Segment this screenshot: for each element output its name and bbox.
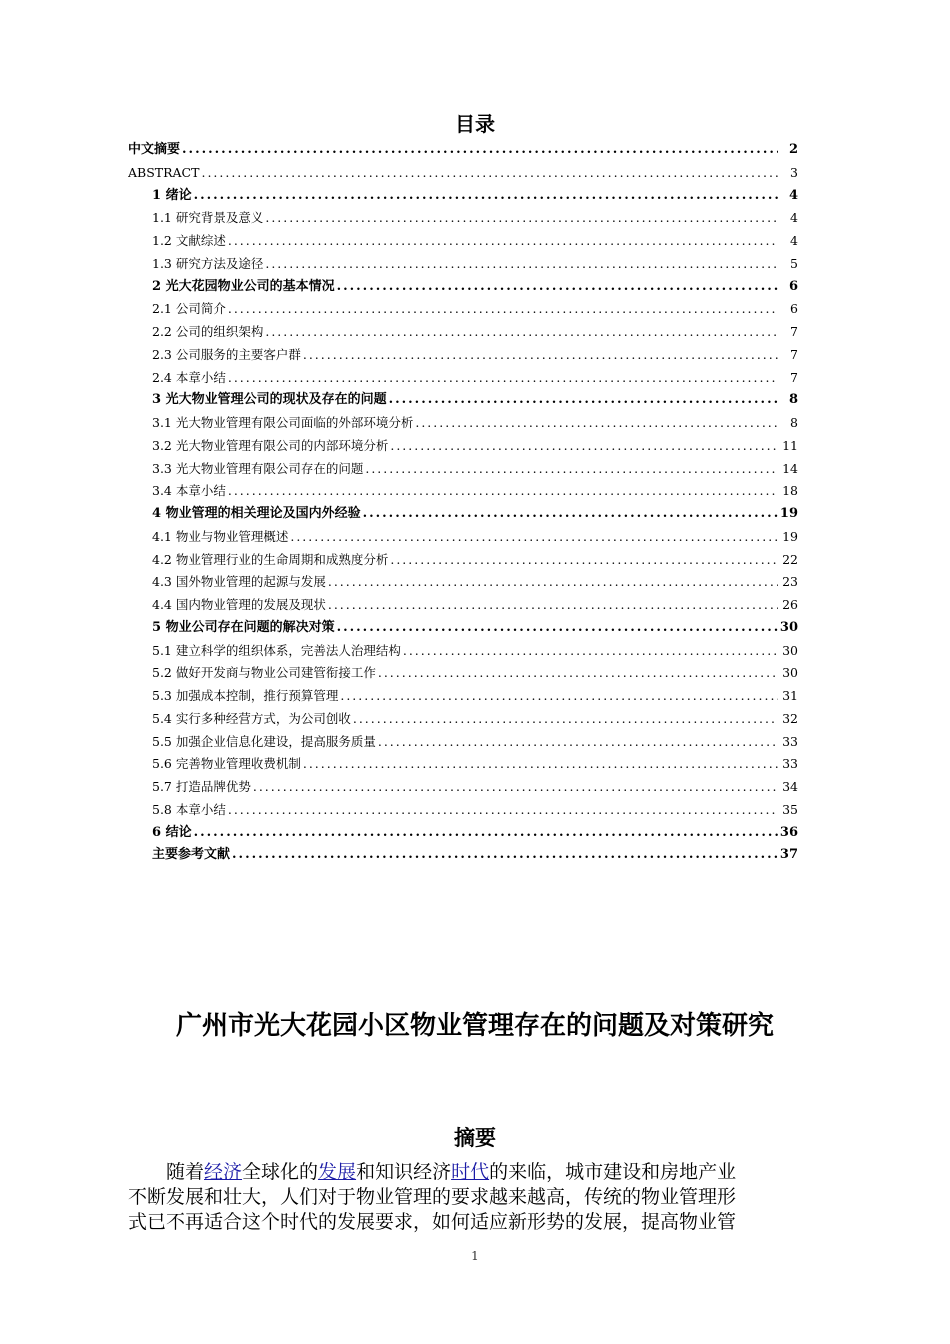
toc-leader-dots xyxy=(228,370,778,386)
toc-entry-label: 2.3 公司服务的主要客户群 xyxy=(152,346,301,362)
toc-entry-page: 5 xyxy=(790,255,798,271)
toc-entry[interactable] xyxy=(152,250,798,272)
toc-entry-page: 30 xyxy=(782,665,798,681)
toc-leader-dots xyxy=(228,483,778,499)
abstract-text: 随着 xyxy=(166,1161,205,1183)
toc-entry[interactable] xyxy=(152,568,798,590)
toc-leader-dots xyxy=(290,529,778,545)
toc-entry[interactable] xyxy=(152,841,798,863)
toc-leader-dots xyxy=(182,142,778,158)
toc-entry-page: 8 xyxy=(790,415,798,430)
toc-entry-page: 6 xyxy=(788,278,798,294)
toc-entry-page: 26 xyxy=(782,597,798,612)
toc-leader-dots xyxy=(403,643,778,659)
link-era[interactable]: 时代 xyxy=(451,1161,490,1183)
toc-entry-page: 33 xyxy=(782,733,798,749)
toc-entry-label: 2.4 本章小结 xyxy=(152,369,226,385)
link-economy[interactable]: 经济 xyxy=(204,1161,243,1183)
toc-entry[interactable] xyxy=(152,637,798,659)
toc-entry-label: 5.4 实行多种经营方式，为公司创收 xyxy=(152,710,351,726)
toc-entry-page: 36 xyxy=(779,824,798,840)
toc-entry-label: 6 结论 xyxy=(152,824,192,840)
toc-entry[interactable] xyxy=(152,204,798,226)
toc-leader-dots xyxy=(194,188,778,204)
toc-entry-label: 4.4 国内物业管理的发展及现状 xyxy=(152,597,326,612)
toc-entry-label: 4.3 国外物业管理的起源与发展 xyxy=(152,574,326,590)
toc-leader-dots xyxy=(340,688,778,704)
toc-title: 目录 xyxy=(455,112,495,136)
toc-entry[interactable] xyxy=(152,750,798,772)
abstract-line-2: 不断发展和壮大，人们对于物业管理的要求越来越高，传统的物业管理形 xyxy=(128,1186,737,1208)
toc-entry-page: 33 xyxy=(782,756,798,772)
toc-entry[interactable] xyxy=(152,523,798,545)
toc-entry-page: 19 xyxy=(779,506,798,521)
toc-entry-label: 5.2 做好开发商与物业公司建管衔接工作 xyxy=(152,665,376,681)
toc-entry[interactable] xyxy=(152,455,798,477)
toc-entry-page: 6 xyxy=(790,301,798,317)
toc-entry-page: 4 xyxy=(790,210,798,226)
toc-entry[interactable] xyxy=(152,819,798,841)
toc-entry[interactable] xyxy=(128,136,798,158)
toc-leader-dots xyxy=(337,279,778,295)
toc-entry[interactable] xyxy=(152,614,798,636)
abstract-text: 的来临，城市建设和房地产业 xyxy=(489,1161,737,1183)
toc-entry-label: 3.3 光大物业管理有限公司存在的问题 xyxy=(152,460,364,476)
toc-entry[interactable] xyxy=(152,227,798,249)
toc-entry[interactable] xyxy=(152,705,798,727)
toc-leader-dots xyxy=(415,415,778,431)
toc-entry-label: 5.8 本章小结 xyxy=(152,801,226,817)
toc-leader-dots xyxy=(353,711,778,727)
toc-entry-page: 14 xyxy=(782,460,798,476)
toc-entry[interactable] xyxy=(152,364,798,386)
toc-leader-dots xyxy=(228,802,778,818)
toc-entry-label: 4 物业管理的相关理论及国内外经验 xyxy=(152,506,361,521)
toc-entry-label: 1.2 文献综述 xyxy=(152,233,226,248)
page-number: 1 xyxy=(471,1249,479,1263)
toc-entry-page: 37 xyxy=(779,847,798,863)
toc-entry[interactable] xyxy=(152,659,798,681)
toc-entry-page: 7 xyxy=(790,346,798,362)
toc-leader-dots xyxy=(389,392,778,408)
toc-entry-page: 22 xyxy=(782,551,798,567)
abstract-text: 全球化的 xyxy=(242,1161,319,1183)
toc-entry-page: 7 xyxy=(790,369,798,385)
toc-entry-page: 8 xyxy=(788,392,798,408)
toc-entry-label: 4.2 物业管理行业的生命周期和成熟度分析 xyxy=(152,551,389,567)
toc-leader-dots xyxy=(303,756,778,772)
toc-entry-label: 2 光大花园物业公司的基本情况 xyxy=(152,278,335,294)
toc-entry[interactable] xyxy=(152,477,798,499)
toc-entry-page: 35 xyxy=(782,801,798,817)
toc-entry[interactable] xyxy=(152,796,798,818)
toc-entry-page: 3 xyxy=(790,164,798,180)
toc-entry[interactable] xyxy=(152,295,798,317)
toc-entry-label: 5.6 完善物业管理收费机制 xyxy=(152,756,301,772)
toc-entry-page: 19 xyxy=(782,528,798,544)
toc-entry[interactable] xyxy=(152,728,798,750)
toc-leader-dots xyxy=(265,210,778,226)
toc-leader-dots xyxy=(378,734,778,750)
toc-entry-label: 3.2 光大物业管理有限公司的内部环境分析 xyxy=(152,437,389,453)
toc-entry-label: 3.4 本章小结 xyxy=(152,483,226,499)
toc-entry[interactable] xyxy=(152,318,798,340)
toc-entry[interactable] xyxy=(152,409,798,431)
toc-entry-label: 5 物业公司存在问题的解决对策 xyxy=(152,619,335,635)
toc-entry-page: 7 xyxy=(790,324,798,339)
toc-entry-label: 3 光大物业管理公司的现状及存在的问题 xyxy=(152,392,387,408)
toc-leader-dots xyxy=(328,597,778,613)
toc-entry[interactable] xyxy=(152,591,798,613)
toc-entry-page: 2 xyxy=(788,142,798,157)
toc-leader-dots xyxy=(365,461,778,477)
toc-entry[interactable] xyxy=(152,386,798,408)
toc-entry-label: ABSTRACT xyxy=(128,164,200,180)
toc-entry-label: 1 绪论 xyxy=(152,187,192,203)
toc-leader-dots xyxy=(390,552,778,568)
toc-leader-dots xyxy=(378,665,778,681)
toc-entry-label: 1.1 研究背景及意义 xyxy=(152,210,264,226)
toc-leader-dots xyxy=(253,779,778,795)
toc-leader-dots xyxy=(303,347,778,363)
toc-entry-label: 1.3 研究方法及途径 xyxy=(152,255,264,271)
toc-leader-dots xyxy=(201,165,778,181)
toc-entry-label: 5.3 加强成本控制，推行预算管理 xyxy=(152,688,339,703)
toc-entry-label: 3.1 光大物业管理有限公司面临的外部环境分析 xyxy=(152,415,414,430)
toc-entry-label: 5.1 建立科学的组织体系，完善法人治理结构 xyxy=(152,642,401,658)
toc-entry[interactable] xyxy=(152,773,798,795)
toc-entry-page: 4 xyxy=(790,233,798,248)
toc-entry-page: 31 xyxy=(782,688,798,703)
abstract-line-3: 式已不再适合这个时代的发展要求，如何适应新形势的发展，提高物业管 xyxy=(128,1211,737,1233)
toc-entry-page: 32 xyxy=(782,710,798,726)
toc-entry[interactable] xyxy=(128,159,798,181)
toc-entry-page: 23 xyxy=(782,574,798,590)
toc-leader-dots xyxy=(265,324,778,340)
toc-leader-dots xyxy=(390,438,778,454)
toc-leader-dots xyxy=(228,301,778,317)
toc-entry-page: 4 xyxy=(788,187,798,203)
link-development[interactable]: 发展 xyxy=(318,1161,357,1183)
toc-leader-dots xyxy=(194,825,778,841)
abstract-line-1 xyxy=(128,1160,824,1185)
toc-entry-label: 中文摘要 xyxy=(128,142,181,157)
toc-entry[interactable] xyxy=(152,341,798,363)
toc-entry[interactable] xyxy=(152,546,798,568)
toc-entry[interactable] xyxy=(152,682,798,704)
toc-entry-label: 5.5 加强企业信息化建设，提高服务质量 xyxy=(152,733,376,749)
toc-entry[interactable] xyxy=(152,500,798,522)
abstract-body xyxy=(128,1160,824,1235)
toc-entry-page: 18 xyxy=(782,483,798,499)
paper-title: 广州市光大花园小区物业管理存在的问题及对策研究 xyxy=(175,1011,774,1041)
abstract-text: 和知识经济 xyxy=(356,1161,452,1183)
toc-entry-label: 5.7 打造品牌优势 xyxy=(152,779,251,794)
toc-entry-page: 30 xyxy=(782,642,798,658)
toc-leader-dots xyxy=(337,620,778,636)
toc-leader-dots xyxy=(228,233,778,249)
toc-entry-label: 主要参考文献 xyxy=(152,847,231,863)
toc-entry-label: 4.1 物业与物业管理概述 xyxy=(152,528,289,544)
toc-entry-page: 30 xyxy=(779,619,798,635)
toc-leader-dots xyxy=(265,256,778,272)
toc-entry[interactable] xyxy=(152,182,798,204)
toc-entry-page: 34 xyxy=(782,779,798,794)
abstract-heading: 摘要 xyxy=(454,1125,496,1150)
toc-leader-dots xyxy=(328,574,778,590)
toc-entry[interactable] xyxy=(152,273,798,295)
toc-entry-page: 11 xyxy=(782,437,798,453)
toc-leader-dots xyxy=(363,506,778,522)
toc-entry-label: 2.2 公司的组织架构 xyxy=(152,324,264,339)
toc-entry-label: 2.1 公司简介 xyxy=(152,301,226,317)
toc-entry[interactable] xyxy=(152,432,798,454)
toc-leader-dots xyxy=(232,847,778,863)
